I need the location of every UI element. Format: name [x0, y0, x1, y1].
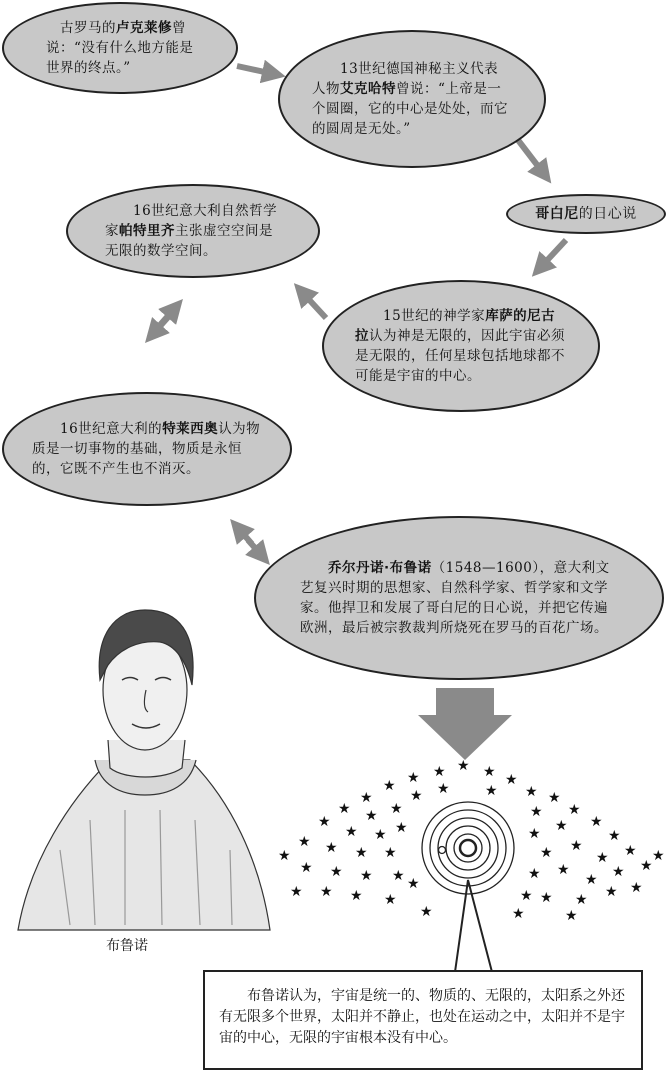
svg-text:★: ★ [355, 845, 368, 861]
svg-text:★: ★ [528, 826, 541, 842]
svg-text:★: ★ [590, 814, 603, 830]
svg-text:★: ★ [585, 872, 598, 888]
lucretius-pre: 古罗马的 [60, 20, 116, 36]
svg-text:★: ★ [360, 868, 373, 884]
arrow-lucretius-to-eckhart [237, 66, 274, 74]
bruno-years: （1548—1600） [431, 560, 540, 576]
svg-text:★: ★ [612, 864, 625, 880]
svg-text:★: ★ [437, 781, 450, 797]
svg-text:★: ★ [557, 862, 570, 878]
bruno-name: 乔尔丹诺·布鲁诺 [328, 560, 432, 576]
svg-text:★: ★ [540, 845, 553, 861]
arrow-copernicus-to-cusa [540, 240, 566, 268]
svg-text:★: ★ [298, 834, 311, 850]
bruno-portrait [18, 610, 270, 930]
telesio-post: 认为物质是一切事物的基础，物质是永恒的，它既不产生也不消灭。 [32, 421, 261, 477]
svg-text:★: ★ [384, 892, 397, 908]
svg-text:★: ★ [318, 814, 331, 830]
svg-text:★: ★ [608, 828, 621, 844]
cusa-pre: 15世纪的神学家 [383, 308, 486, 324]
svg-text:★: ★ [640, 858, 653, 874]
eckhart-name: 艾克哈特 [340, 81, 396, 97]
svg-text:★: ★ [300, 860, 313, 876]
svg-text:★: ★ [360, 790, 373, 806]
big-down-arrow [418, 688, 512, 760]
eckhart-post: 曾说：“上帝是一个圆圈，它的中心是处处，而它的圆周是无处。” [312, 81, 508, 137]
svg-text:★: ★ [596, 850, 609, 866]
arrow-eckhart-to-copernicus [518, 140, 544, 174]
svg-text:★: ★ [457, 758, 470, 774]
svg-text:★: ★ [374, 827, 387, 843]
svg-text:★: ★ [384, 845, 397, 861]
svg-text:★: ★ [605, 884, 618, 900]
svg-text:★: ★ [505, 772, 518, 788]
eckhart-pre: 13世纪德国神秘主义代表人物 [312, 61, 499, 97]
svg-text:★: ★ [528, 866, 541, 882]
svg-text:★: ★ [548, 790, 561, 806]
telesio-name: 特莱西奥 [162, 421, 219, 437]
svg-text:★: ★ [485, 783, 498, 799]
svg-text:★: ★ [624, 843, 637, 859]
bubble-patrizi [66, 184, 320, 278]
svg-text:★: ★ [565, 908, 578, 924]
telesio-pre: 16世纪意大利的 [60, 421, 163, 437]
bubble-lucretius [2, 2, 238, 94]
svg-text:★: ★ [570, 838, 583, 854]
svg-text:★: ★ [290, 884, 303, 900]
svg-text:★: ★ [410, 788, 423, 804]
patrizi-post: 主张虚空空间是无限的数学空间。 [105, 223, 273, 259]
lucretius-post: 曾说：“没有什么地方能是世界的终点。” [46, 20, 194, 76]
svg-text:★: ★ [520, 888, 533, 904]
svg-text:★: ★ [555, 818, 568, 834]
svg-text:★: ★ [483, 764, 496, 780]
bruno-post: ，意大利文艺复兴时期的思想家、自然科学家、哲学家和文学家。他捍卫和发展了哥白尼的日心说，并把它传遍欧洲，最后被宗教裁判所烧死在罗马的百花广场。 [300, 560, 610, 636]
svg-text:★: ★ [512, 906, 525, 922]
svg-text:★: ★ [525, 784, 538, 800]
patrizi-pre: 16世纪意大利自然哲学家 [105, 203, 278, 239]
callout-box: 布鲁诺认为，宇宙是统一的、物质的、无限的，太阳系之外还有无限多个世界，太阳并不静止，也处在运动之中，太阳并不是宇宙的中心，无限的宇宙根本没有中心。 [203, 970, 643, 1070]
svg-text:★: ★ [433, 764, 446, 780]
svg-text:★: ★ [630, 880, 643, 896]
svg-text:★: ★ [325, 840, 338, 856]
svg-text:★: ★ [420, 904, 433, 920]
svg-text:★: ★ [575, 892, 588, 908]
svg-text:★: ★ [540, 890, 553, 906]
svg-text:★: ★ [365, 808, 378, 824]
svg-text:★: ★ [383, 778, 396, 794]
svg-text:★: ★ [392, 868, 405, 884]
svg-text:★: ★ [345, 824, 358, 840]
arrow-cusa-to-patrizi [302, 292, 326, 318]
svg-text:★: ★ [320, 884, 333, 900]
svg-text:★: ★ [407, 876, 420, 892]
svg-text:★: ★ [330, 864, 343, 880]
svg-text:★: ★ [530, 804, 543, 820]
bubble-bruno [254, 516, 664, 680]
svg-text:★: ★ [407, 770, 420, 786]
bubble-telesio [2, 392, 292, 506]
bubble-eckhart [278, 30, 546, 168]
patrizi-name: 帕特里齐 [119, 223, 175, 239]
svg-text:★: ★ [338, 801, 351, 817]
lucretius-name: 卢克莱修 [116, 20, 172, 36]
portrait-caption: 布鲁诺 [106, 938, 148, 954]
cusa-post: 认为神是无限的，因此宇宙必须是无限的，任何星球包括地球都不可能是宇宙的中心。 [355, 328, 565, 384]
copernicus-post: 的日心说 [578, 206, 637, 222]
cusa-name: 库萨的尼古拉 [355, 308, 556, 344]
copernicus-name: 哥白尼 [535, 206, 579, 222]
svg-text:★: ★ [395, 820, 408, 836]
svg-text:★: ★ [652, 848, 665, 864]
bubble-cusa [322, 280, 600, 412]
svg-text:★: ★ [390, 801, 403, 817]
bubble-copernicus [506, 194, 666, 234]
svg-text:★: ★ [278, 848, 291, 864]
svg-text:★: ★ [568, 802, 581, 818]
svg-text:★: ★ [350, 888, 363, 904]
